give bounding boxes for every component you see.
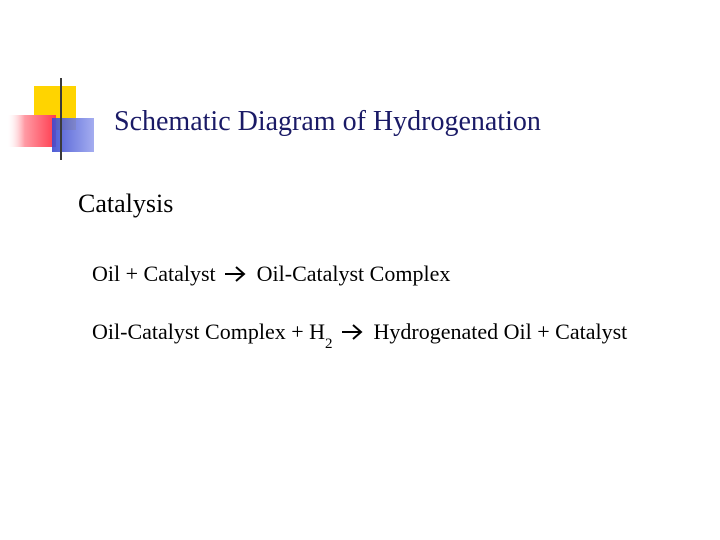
- blue-square: [52, 118, 94, 152]
- equation-2: [92, 318, 628, 352]
- slide-title: Schematic Diagram of Hydrogenation: [114, 106, 541, 137]
- section-heading: Catalysis: [78, 189, 174, 218]
- equation-2-right: Hydrogenated Oil + Catalyst: [373, 319, 628, 344]
- equation-1-right: Oil-Catalyst Complex: [256, 261, 451, 286]
- equation-1-left: Oil + Catalyst: [92, 261, 216, 286]
- hydrogen-subscript: 2: [325, 336, 333, 352]
- equation-2-left: Oil-Catalyst Complex + H: [92, 319, 325, 344]
- right-arrow-icon: [340, 323, 364, 341]
- title-decoration: [0, 0, 720, 200]
- equation-1: [92, 260, 450, 288]
- right-arrow-icon: [223, 265, 247, 283]
